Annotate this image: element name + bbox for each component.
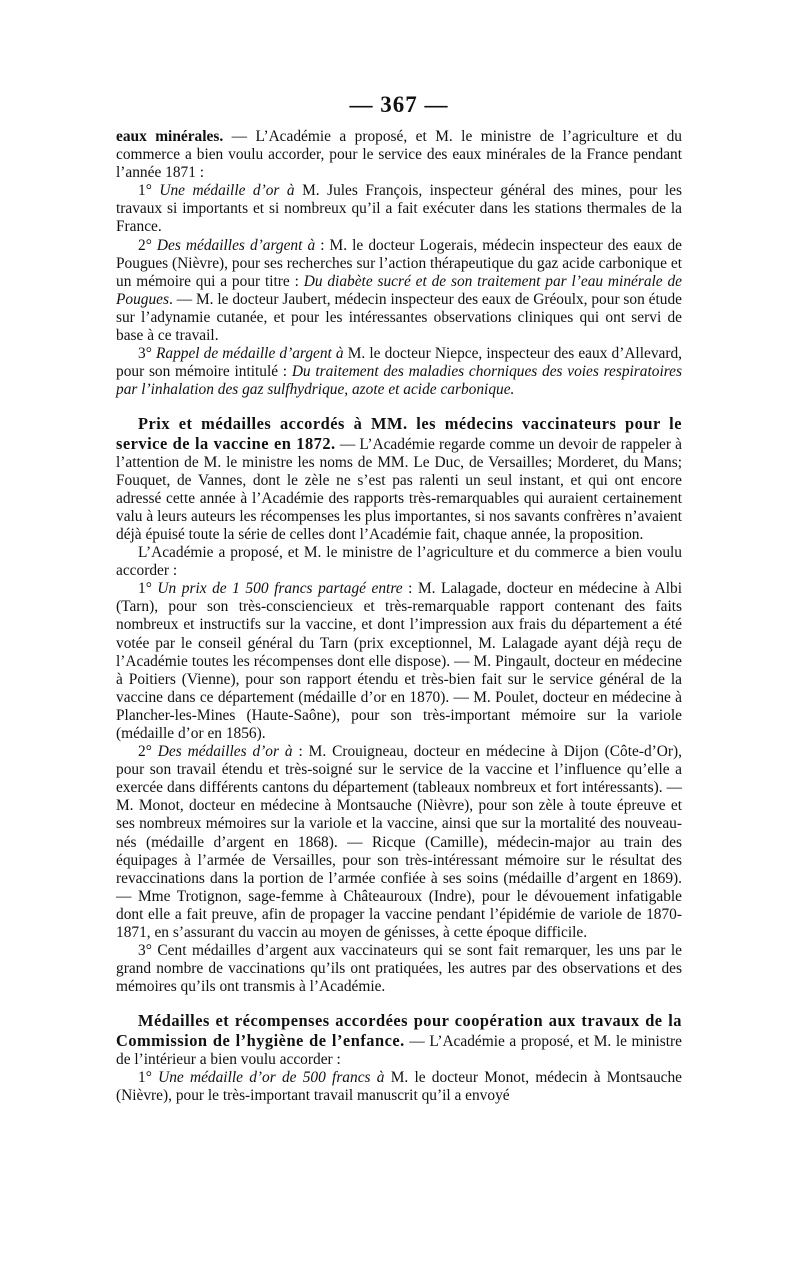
section-spacer — [116, 996, 682, 1012]
award-item: 2° Des médailles d’argent à : M. le docteur Logerais, médecin inspecteur des eaux de Pougues (Nièvre), pour ses recherches sur l’action thérapeutique du gaz acide carbonique et un mémoire qui a pour titre : Du diabète sucré et de son traitement par l’eau minérale de Pougues. — M. le docteur Jaubert, médecin inspecteur des eaux de Gréoulx, pour son étude sur l’adynamie cutanée, et pour les intéressantes observations cliniques qui ont servi de base à ce travail. — [116, 236, 683, 345]
section-heading: Prix et médailles accordés à MM. les médecins vaccinateurs pour le service de la vaccine en 1872. — [116, 414, 682, 453]
award-item: 1° Une médaille d’or de 500 francs à M. le docteur Monot, médecin à Montsauche (Nièvre), pour le très-important travail manuscrit qu’il a envoyé — [116, 1068, 682, 1104]
paragraph-mineral-waters: eaux minérales. — L’Académie a proposé, et M. le ministre de l’agriculture et du commerce a bien voulu accorder, pour le service des eaux minérales de la France pendant l’année 1871 : — [116, 128, 683, 182]
paragraph-vaccine: Prix et médailles accordés à MM. les médecins vaccinateurs pour le service de la vaccine en 1872. — L’Académie regarde comme un devoir de rappeler à l’attention de M. le ministre les noms de MM. Le Duc, de Versailles; Morderet, du Mans; Fouquet, de Vannes, dont le zèle ne s’est pas ralenti un seul instant, et qui ont encore adressé cette année à l’Académie des rapports très-remarquables qui auraient certainement valu à leurs auteurs les récompenses les plus importantes, si nos savants confrères n’avaient déjà épuisé toute la série de celles dont l’Académie fait, chaque année, la proposition. — [116, 414, 682, 543]
section-lead: eaux minérales. — [116, 128, 224, 145]
paragraph-child-hygiene: Médailles et récompenses accordées pour coopération aux travaux de la Commission de l’hygiène de l’enfance. — L’Académie a proposé, et M. le ministre de l’intérieur a bien voulu accorder : — [116, 1011, 682, 1068]
award-item: 2° Des médailles d’or à : M. Crouigneau, docteur en médecine à Dijon (Côte-d’Or), pour son travail étendu et très-soigné sur le service de la vaccine et l’influence qu’elle a exercée dans différents cantons du département (tableaux nombreux et fort intéressants). — M. Monot, docteur en médecine à Montsauche (Nièvre), pour son zèle à toute épreuve et ses nombreux mémoires sur la variole et la vaccine, ainsi que sur la mortalité des nouveau-nés (médaille d’argent en 1868). — Ricque (Camille), médecin-major au train des équipages à l’armée de Versailles, pour son très-intéressant mémoire sur le résultat des revaccinations dans la portion de l’armée confiée à ses soins (médaille d’argent en 1869). — Mme Trotignon, sage-femme à Châteauroux (Indre), pour le dévouement infatigable dont elle a fait preuve, afin de propager la vaccine pendant l’épidémie de variole de 1870-1871, en s’assurant du vaccin au moyen de génisses, à cette époque difficile. — [116, 743, 683, 942]
award-item: 1° Une médaille d’or à M. Jules François, inspecteur général des mines, pour les travaux si importants et si nombreux qu’il a fait exécuter dans les stations thermales de la France. — [116, 182, 682, 236]
award-item: 3° Cent médailles d’argent aux vaccinateurs qui se sont fait remarquer, les uns par le grand nombre de vaccinations qu’ils ont pratiquées, les autres par des observations et des mémoires qu’ils ont transmis à l’Académie. — [116, 942, 682, 996]
body-text — [116, 128, 682, 1105]
section-heading: Médailles et récompenses accordées pour coopération aux travaux de la Commission de l’hygiène de l’enfance. — [116, 1011, 682, 1050]
paragraph: L’Académie a proposé, et M. le ministre de l’agriculture et du commerce a bien voulu accorder : — [116, 544, 682, 580]
award-item: 1° Un prix de 1 500 francs partagé entre : M. Lalagade, docteur en médecine à Albi (Tarn), pour son très-consciencieux et très-remarquable rapport contenant des faits nombreux et instructifs sur la vaccine, et dont l’impression aux frais du département a été votée par le conseil général du Tarn (prix exceptionnel, M. Lalagade ayant déjà reçu de l’Académie toutes les récompenses dont elle dispose). — M. Pingault, docteur en médecine à Poitiers (Vienne), pour son rapport étendu et très-bien fait sur le service général de la vaccine dans ce département (médaille d’or en 1870). — M. Poulet, docteur en médecine à Plancher-les-Mines (Haute-Saône), pour son très-important mémoire sur la variole (médaille d’or en 1856). — [116, 580, 683, 742]
page-number: — 367 — — [349, 92, 449, 117]
section-spacer — [116, 399, 682, 415]
award-item: 3° Rappel de médaille d’argent à M. le docteur Niepce, inspecteur des eaux d’Allevard, pour son mémoire intitulé : Du traitement des maladies chorniques des voies respiratoires par l’inhalation des gaz sulfhydrique, azote et acide carbonique. — [116, 345, 683, 399]
